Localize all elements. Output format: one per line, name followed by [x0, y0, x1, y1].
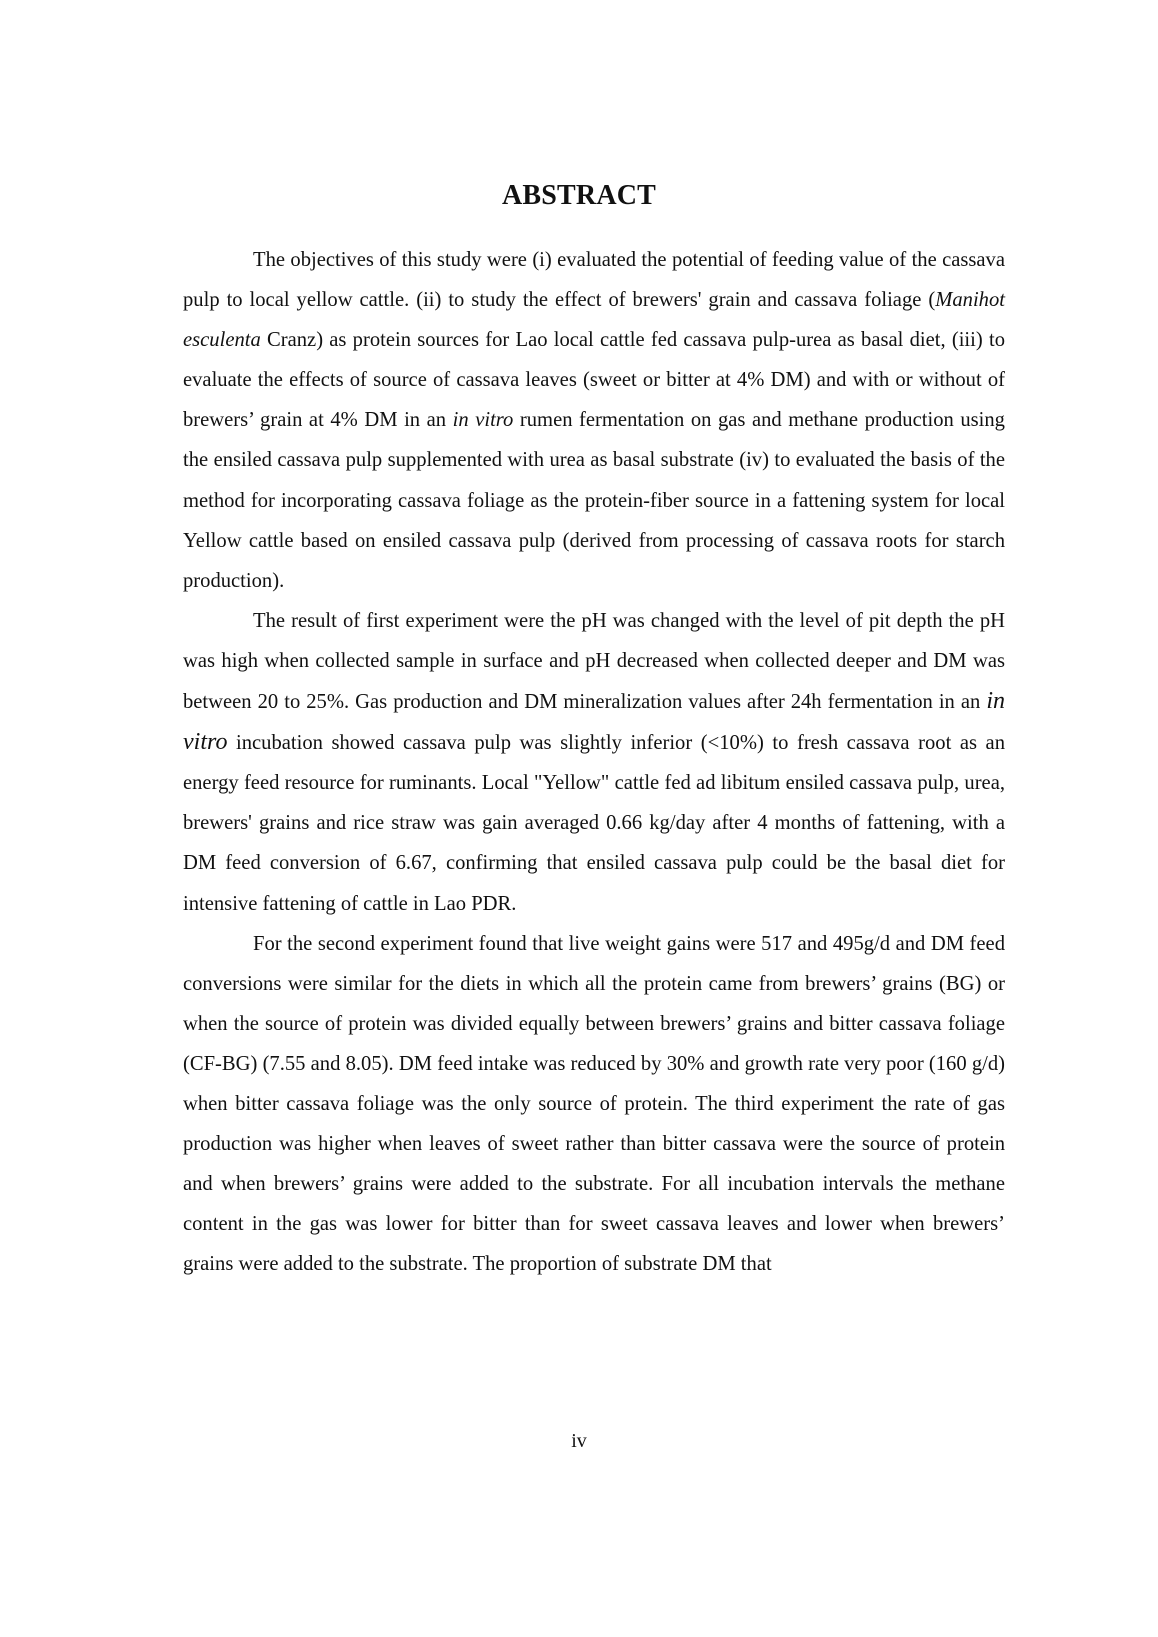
paragraph-objectives — [183, 240, 1005, 601]
text-segment: rumen fermentation on gas and methane production using the ensiled cassava pulp supplemented with urea as basal substrate (iv) to evaluated the basis of the method for incorporating cassava foliage as the protein-fiber source in a fattening system for local Yellow cattle based on ensiled cassava pulp (derived from processing of cassava roots for starch production). — [183, 409, 1005, 592]
latin-term: in vitro — [183, 688, 1005, 756]
text-segment: Cranz) as protein sources for Lao local cattle fed cassava pulp-urea as basal diet, (iii) to evaluate the effects of source of cassava leaves (sweet or bitter at 4% DM) and with or without of brewers’ grain at 4% DM in an — [183, 329, 1005, 432]
page-title: ABSTRACT — [501, 180, 657, 211]
paragraph-second-experiment — [183, 924, 1005, 1285]
text-segment: The objectives of this study were (i) evaluated the potential of feeding value of the cassava pulp to local yellow cattle. (ii) to study the effect of brewers' grain and cassava foliage ( — [183, 249, 1005, 312]
page-number: iv — [571, 1430, 587, 1452]
paragraph-first-experiment — [183, 601, 1005, 924]
species-name: Manihot esculenta — [183, 289, 1005, 352]
abstract-body — [183, 240, 1005, 1284]
latin-term: in vitro — [452, 409, 514, 432]
text-segment: For the second experiment found that live weight gains were 517 and 495g/d and DM feed conversions were similar for the diets in which all the protein came from brewers’ grains (BG) or when the source of protein was divided equally between brewers’ grains and bitter cassava foliage (CF-BG) (7.55 and 8.05). DM feed intake was reduced by 30% and growth rate very poor (160 g/d) when bitter cassava foliage was the only source of protein. The third experiment the rate of gas production was higher when leaves of sweet rather than bitter cassava were the source of protein and when brewers’ grains were added to the substrate. For all incubation intervals the methane content in the gas was lower for bitter than for sweet cassava leaves and lower when brewers’ grains were added to the substrate. The proportion of substrate DM that — [183, 932, 1005, 1276]
text-segment: The result of first experiment were the pH was changed with the level of pit depth the pH was high when collected sample in surface and pH decreased when collected deeper and DM was between 20 to 25%. Gas production and DM mineralization values after 24h fermentation in an — [183, 609, 1005, 714]
text-segment: incubation showed cassava pulp was slightly inferior (<10%) to fresh cassava root as an energy feed resource for ruminants. Local "Yellow" cattle fed ad libitum ensiled cassava pulp, urea, brewers' grains and rice straw was gain averaged 0.66 kg/day after 4 months of fattening, with a DM feed conversion of 6.67, confirming that ensiled cassava pulp could be the basal diet for intensive fattening of cattle in Lao PDR. — [183, 732, 1005, 915]
